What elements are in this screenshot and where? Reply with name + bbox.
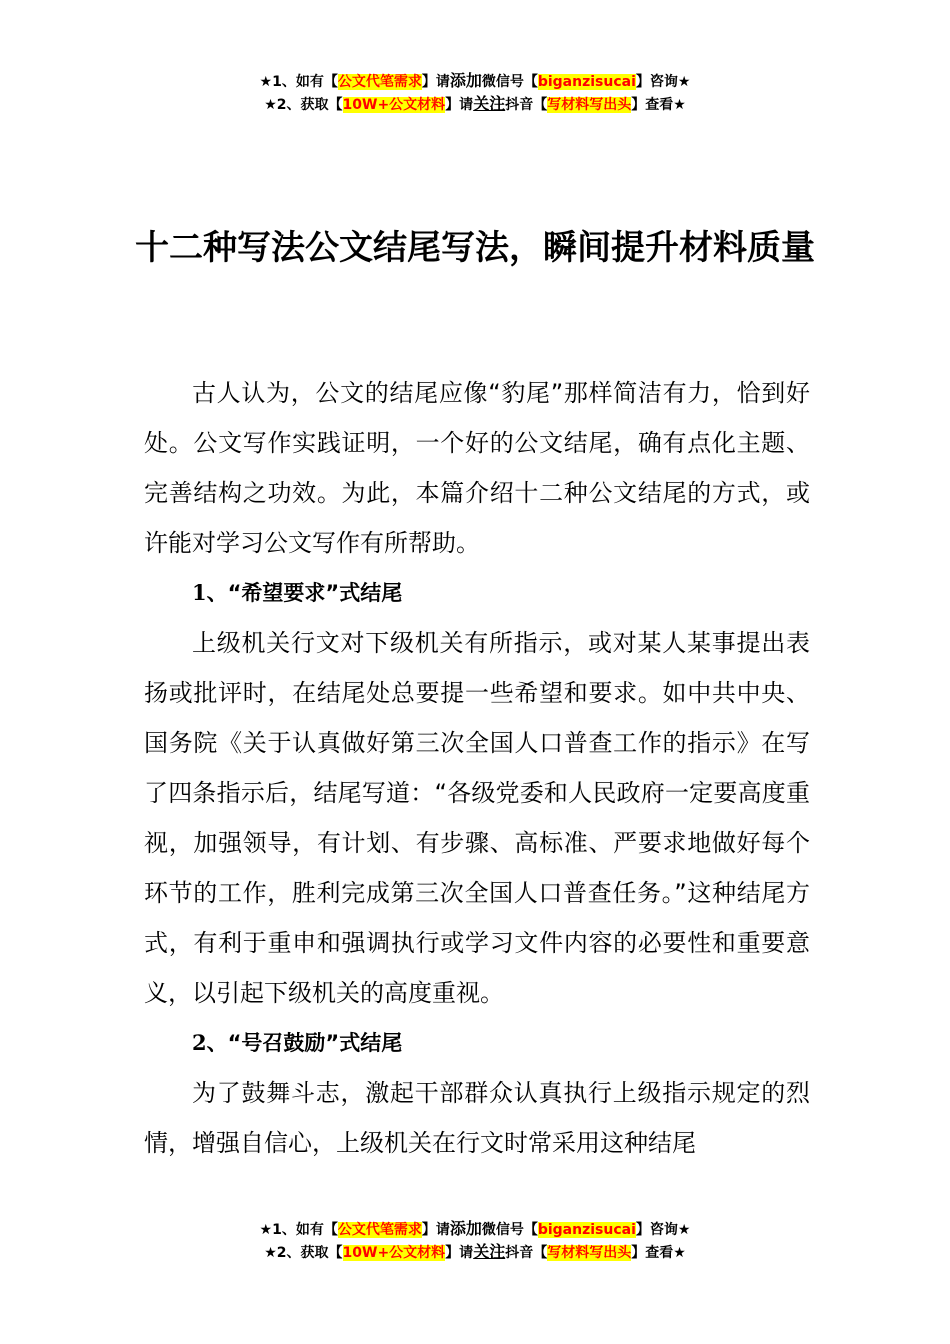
promo-highlight: 10W+公文材料	[342, 97, 446, 113]
promo-line-1: ★1、如有【公文代笔需求】请添加微信号【biganzisucai】咨询★	[259, 1219, 691, 1238]
section-paragraph: 为了鼓舞斗志，激起干部群众认真执行上级指示规定的烈情，增强自信心，上级机关在行文时常采用这种结尾	[144, 1079, 810, 1157]
section-heading: 2、“号召鼓励”式结尾	[192, 1030, 403, 1055]
document-title: 十二种写法公文结尾写法，瞬间提升材料质量	[135, 228, 815, 268]
promo-highlight: 公文代笔需求	[337, 74, 422, 90]
intro-paragraph: 古人认为，公文的结尾应像“豹尾”那样简洁有力，恰到好处。公文写作实践证明，一个好的公文结尾，确有点化主题、完善结构之功效。为此，本篇介绍十二种公文结尾的方式，或许能对学习公文写作有所帮助。	[144, 379, 810, 557]
promo-highlight: 写材料写出头	[547, 97, 632, 113]
header-promo	[0, 70, 950, 116]
promo-highlight: 10W+公文材料	[342, 1245, 446, 1261]
promo-line-1: ★1、如有【公文代笔需求】请添加微信号【biganzisucai】咨询★	[259, 71, 691, 90]
promo-highlight: 写材料写出头	[547, 1245, 632, 1261]
promo-line-2: ★2、获取【10W+公文材料】请关注抖音【写材料写出头】查看★	[264, 1242, 686, 1261]
promo-highlight: 公文代笔需求	[337, 1222, 422, 1238]
promo-line-2: ★2、获取【10W+公文材料】请关注抖音【写材料写出头】查看★	[264, 94, 686, 113]
promo-highlight: biganzisucai	[537, 1222, 636, 1238]
section-paragraph: 上级机关行文对下级机关有所指示，或对某人某事提出表扬或批评时，在结尾处总要提一些希望和要求。如中共中央、国务院《关于认真做好第三次全国人口普查工作的指示》在写了四条指示后，结尾写道：“各级党委和人民政府一定要高度重视，加强领导，有计划、有步骤、高标准、严要求地做好每个环节的工作，胜利完成第三次全国人口普查任务。”这种结尾方式，有利于重申和强调执行或学习文件内容的必要性和重要意义，以引起下级机关的高度重视。	[144, 629, 810, 1007]
document-body	[144, 368, 810, 1168]
promo-highlight: biganzisucai	[537, 74, 636, 90]
section-heading: 1、“希望要求”式结尾	[192, 580, 403, 605]
footer-promo	[0, 1218, 950, 1264]
